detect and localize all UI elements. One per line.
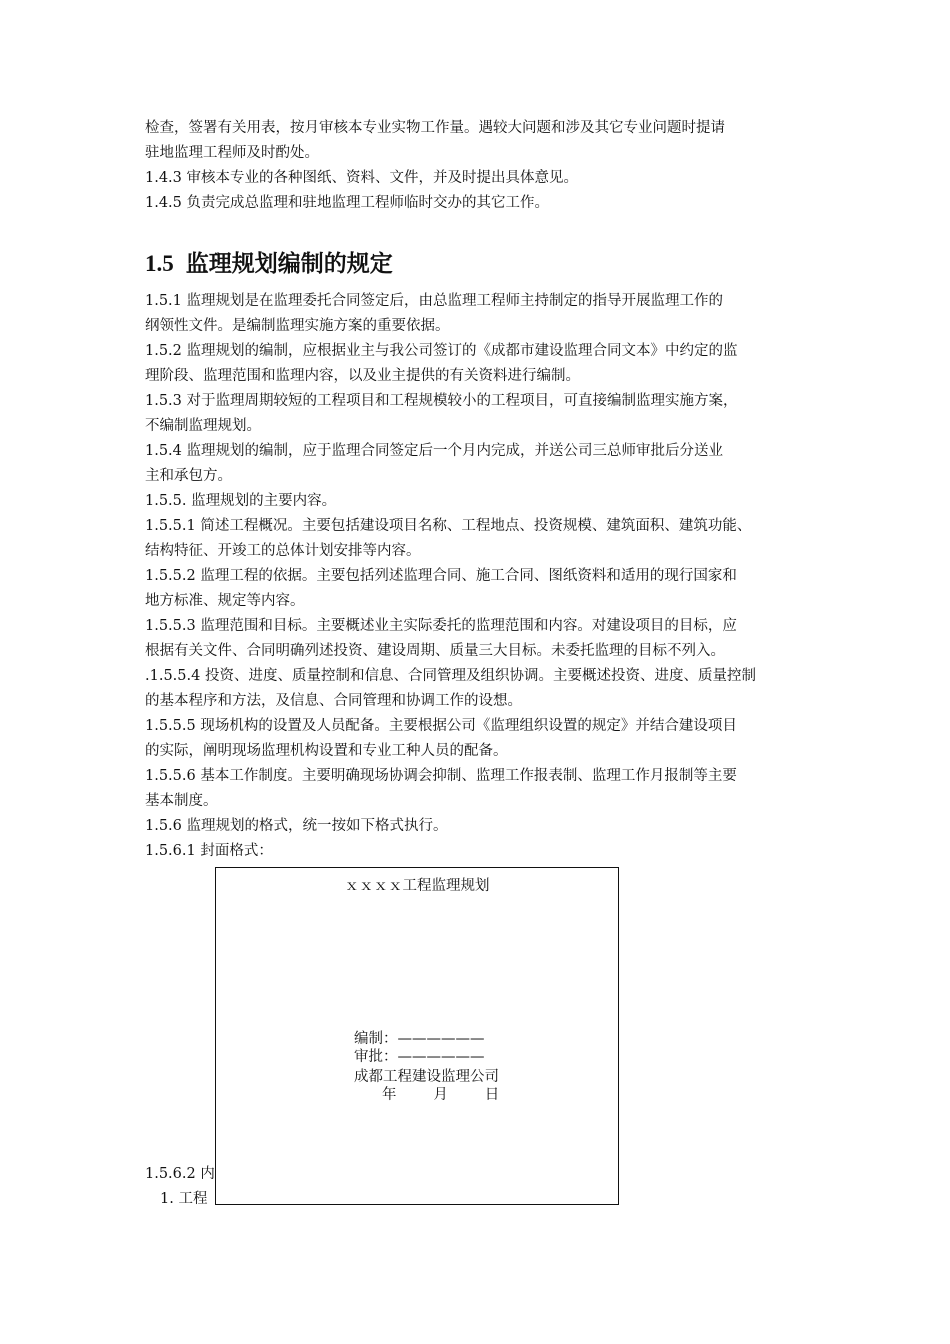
paragraph-line: 1.4.5 负责完成总监理和驻地监理工程师临时交办的其它工作。 [145,195,550,211]
section-number: 1.5 [145,251,174,276]
paragraph-line: 1.5.5. 监理规划的主要内容。 [145,493,337,509]
cover-title: ｘｘｘｘ工程监理规划 [344,878,490,894]
paragraph-line: 的实际，阐明现场监理机构设置和专业工种人员的配备。 [145,743,508,759]
cover-compiled-field: 编制：—————— [354,1031,485,1047]
cover-approved-field: 审批：—————— [354,1049,485,1065]
paragraph-line: 驻地监理工程师及时酌处。 [145,145,319,161]
paragraph-line: 1.5.6 监理规划的格式，统一按如下格式执行。 [145,818,448,834]
section-heading [145,248,393,280]
paragraph-line: 1.5.5.3 监理范围和目标。主要概述业主实际委托的监理范围和内容。对建设项目的目标，应 [145,618,737,634]
cover-date: 年 月 日 [382,1087,500,1103]
paragraph-line: 1.5.5.5 现场机构的设置及人员配备。主要根据公司《监理组织设置的规定》并结合建设项目 [145,718,737,734]
paragraph-line: 根据有关文件、合同明确列述投资、建设周期、质量三大目标。未委托监理的目标不列入。 [145,643,725,659]
paragraph-line: 1.5.2 监理规划的编制，应根据业主与我公司签订的《成都市建设监理合同文本》中约定的监 [145,343,738,359]
section-title: 监理规划编制的规定 [185,250,393,277]
paragraph-line: 不编制监理规划。 [145,418,261,434]
paragraph-line: 1.5.4 监理规划的编制，应于监理合同签定后一个月内完成，并送公司三总师审批后分送业 [145,443,723,459]
paragraph-line: 1.5.5.1 简述工程概况。主要包括建设项目名称、工程地点、投资规模、建筑面积、建筑功能、 [145,518,752,534]
paragraph-line: 1.5.5.6 基本工作制度。主要明确现场协调会抑制、监理工作报表制、监理工作月报制等主要 [145,768,737,784]
paragraph-line: 的基本程序和方法，及信息、合同管理和协调工作的设想。 [145,693,522,709]
paragraph-line: .1.5.5.4 投资、进度、质量控制和信息、合同管理及组织协调。主要概述投资、进度、质量控制 [145,668,756,684]
list-item: 1. 工程 [160,1191,208,1207]
paragraph-line: 1.5.1 监理规划是在监理委托合同签定后，由总监理工程师主持制定的指导开展监理工作的 [145,293,723,309]
paragraph-line: 理阶段、监理范围和监理内容，以及业主提供的有关资料进行编制。 [145,368,580,384]
paragraph-line: 1.5.6.2 内 [145,1166,215,1182]
paragraph-line: 1.5.5.2 监理工程的依据。主要包括列述监理合同、施工合同、图纸资料和适用的现行国家和 [145,568,737,584]
paragraph-line: 纲领性文件。是编制监理实施方案的重要依据。 [145,318,450,334]
paragraph-line: 1.4.3 审核本专业的各种图纸、资料、文件，并及时提出具体意见。 [145,170,579,186]
paragraph-line: 主和承包方。 [145,468,232,484]
paragraph-line: 检查，签署有关用表，按月审核本专业实物工作量。遇较大问题和涉及其它专业问题时提请 [145,120,725,136]
cover-company: 成都工程建设监理公司 [354,1069,499,1085]
paragraph-line: 1.5.6.1 封面格式： [145,843,273,859]
paragraph-line: 地方标准、规定等内容。 [145,593,305,609]
paragraph-line: 1.5.3 对于监理周期较短的工程项目和工程规模较小的工程项目，可直接编制监理实施方案， [145,393,738,409]
paragraph-line: 基本制度。 [145,793,218,809]
paragraph-line: 结构特征、开竣工的总体计划安排等内容。 [145,543,421,559]
cover-format-box [215,867,619,1205]
